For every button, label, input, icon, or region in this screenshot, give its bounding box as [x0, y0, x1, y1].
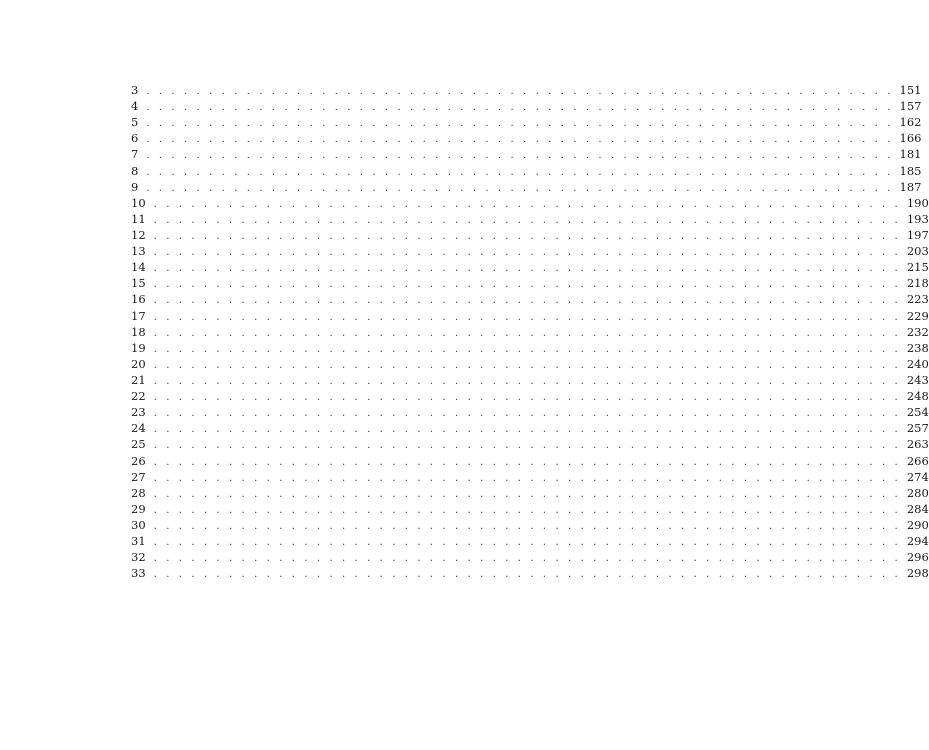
toc-entry-page: 181	[899, 147, 922, 162]
toc-entry	[131, 485, 929, 501]
toc-entry-page: 296	[906, 550, 929, 565]
toc-entry-page: 151	[899, 83, 922, 97]
toc-entry-page: 162	[899, 115, 922, 130]
toc-leader-dots: . . . . . . . . . . . . . . . . . . . . . . . . . . . . . . . . . . . . . . . . . . . . . . . . . . . . . . . . . . . .	[153, 230, 901, 242]
toc-entry-page: 294	[906, 534, 929, 549]
toc-entry-page: 280	[906, 485, 929, 500]
toc-entry-page: 190	[906, 195, 929, 210]
toc-entry-page: 254	[906, 405, 929, 420]
table-of-contents	[131, 82, 929, 581]
toc-leader-dots: . . . . . . . . . . . . . . . . . . . . . . . . . . . . . . . . . . . . . . . . . . . . . . . . . . . . . . . . . . . .	[153, 408, 901, 420]
toc-entry-page: 298	[906, 566, 929, 581]
toc-entry-number: 18	[131, 324, 146, 339]
toc-entry-page: 240	[906, 356, 929, 371]
toc-leader-dots: . . . . . . . . . . . . . . . . . . . . . . . . . . . . . . . . . . . . . . . . . . . . . . . . . . . . . . . . . . . .	[153, 343, 901, 355]
toc-entry-number: 24	[131, 421, 146, 436]
toc-leader-dots: . . . . . . . . . . . . . . . . . . . . . . . . . . . . . . . . . . . . . . . . . . . . . . . . . . . . . . . . . . . .	[153, 214, 901, 226]
toc-entry-number: 3	[131, 83, 139, 97]
toc-entry-page: 187	[899, 179, 922, 194]
toc-leader-dots: . . . . . . . . . . . . . . . . . . . . . . . . . . . . . . . . . . . . . . . . . . . . . . . . . . . . . . . . . . . .	[153, 472, 901, 484]
toc-entry	[131, 243, 929, 259]
toc-entry-page: 248	[906, 389, 929, 404]
toc-entry-page: 257	[906, 421, 929, 436]
toc-entry-number: 15	[131, 276, 146, 291]
toc-entry-number: 10	[131, 195, 146, 210]
toc-entry-number: 21	[131, 372, 146, 387]
toc-leader-dots: . . . . . . . . . . . . . . . . . . . . . . . . . . . . . . . . . . . . . . . . . . . . . . . . . . . . . . . . . . . .	[153, 198, 901, 210]
toc-entry-number: 20	[131, 356, 146, 371]
toc-entry-number: 7	[131, 147, 139, 162]
toc-entry-page: 166	[899, 131, 922, 146]
toc-entry-number: 32	[131, 550, 146, 565]
toc-entry	[131, 195, 929, 211]
toc-entry-number: 17	[131, 308, 146, 323]
toc-leader-dots: . . . . . . . . . . . . . . . . . . . . . . . . . . . . . . . . . . . . . . . . . . . . . . . . . . . . . . . . . . . .	[153, 247, 901, 259]
toc-entry-page: 203	[906, 244, 929, 259]
toc-entry	[131, 533, 929, 549]
toc-entry	[131, 259, 929, 275]
toc-entry-number: 27	[131, 469, 146, 484]
toc-entry-number: 31	[131, 534, 146, 549]
toc-entry-number: 30	[131, 517, 146, 532]
toc-entry-number: 16	[131, 292, 146, 307]
toc-leader-dots: . . . . . . . . . . . . . . . . . . . . . . . . . . . . . . . . . . . . . . . . . . . . . . . . . . . . . . . . . . . .	[153, 488, 901, 500]
toc-entry	[131, 453, 929, 469]
toc-entry-number: 19	[131, 340, 146, 355]
toc-entry-number: 5	[131, 115, 139, 130]
toc-leader-dots: . . . . . . . . . . . . . . . . . . . . . . . . . . . . . . . . . . . . . . . . . . . . . . . . . . . . . . . . . . . .	[146, 118, 894, 130]
toc-entry-number: 26	[131, 453, 146, 468]
toc-entry	[131, 275, 929, 291]
toc-entry-page: 218	[906, 276, 929, 291]
toc-entry-number: 13	[131, 244, 146, 259]
toc-entry-page: 284	[906, 501, 929, 516]
toc-entry-page: 193	[906, 211, 929, 226]
toc-entry	[131, 114, 922, 130]
toc-entry	[131, 436, 929, 452]
toc-entry-number: 22	[131, 389, 146, 404]
toc-entry	[131, 549, 929, 565]
toc-entry-number: 4	[131, 99, 139, 114]
toc-leader-dots: . . . . . . . . . . . . . . . . . . . . . . . . . . . . . . . . . . . . . . . . . . . . . . . . . . . . . . . . . . . .	[153, 569, 901, 581]
toc-leader-dots: . . . . . . . . . . . . . . . . . . . . . . . . . . . . . . . . . . . . . . . . . . . . . . . . . . . . . . . . . . . .	[146, 102, 894, 114]
toc-leader-dots: . . . . . . . . . . . . . . . . . . . . . . . . . . . . . . . . . . . . . . . . . . . . . . . . . . . . . . . . . . . .	[153, 504, 901, 516]
toc-entry	[131, 517, 929, 533]
toc-entry-number: 11	[131, 211, 146, 226]
toc-leader-dots: . . . . . . . . . . . . . . . . . . . . . . . . . . . . . . . . . . . . . . . . . . . . . . . . . . . . . . . . . . . .	[146, 182, 894, 194]
toc-entry-page: 243	[906, 372, 929, 387]
toc-entry-number: 9	[131, 179, 139, 194]
toc-entry	[131, 356, 929, 372]
toc-entry	[131, 163, 922, 179]
toc-entry-number: 23	[131, 405, 146, 420]
toc-entry-page: 290	[906, 517, 929, 532]
toc-leader-dots: . . . . . . . . . . . . . . . . . . . . . . . . . . . . . . . . . . . . . . . . . . . . . . . . . . . . . . . . . . . .	[153, 392, 901, 404]
toc-leader-dots: . . . . . . . . . . . . . . . . . . . . . . . . . . . . . . . . . . . . . . . . . . . . . . . . . . . . . . . . . . . .	[153, 295, 901, 307]
toc-entry	[131, 404, 929, 420]
toc-leader-dots: . . . . . . . . . . . . . . . . . . . . . . . . . . . . . . . . . . . . . . . . . . . . . . . . . . . . . . . . . . . .	[153, 520, 901, 532]
toc-entry-page: 185	[899, 163, 922, 178]
toc-leader-dots: . . . . . . . . . . . . . . . . . . . . . . . . . . . . . . . . . . . . . . . . . . . . . . . . . . . . . . . . . . . .	[146, 86, 894, 97]
toc-leader-dots: . . . . . . . . . . . . . . . . . . . . . . . . . . . . . . . . . . . . . . . . . . . . . . . . . . . . . . . . . . . .	[153, 359, 901, 371]
toc-entry-page: 215	[906, 260, 929, 275]
toc-leader-dots: . . . . . . . . . . . . . . . . . . . . . . . . . . . . . . . . . . . . . . . . . . . . . . . . . . . . . . . . . . . .	[153, 279, 901, 291]
toc-entry-page: 197	[906, 227, 929, 242]
toc-entry	[131, 308, 929, 324]
toc-leader-dots: . . . . . . . . . . . . . . . . . . . . . . . . . . . . . . . . . . . . . . . . . . . . . . . . . . . . . . . . . . . .	[146, 150, 894, 162]
toc-leader-dots: . . . . . . . . . . . . . . . . . . . . . . . . . . . . . . . . . . . . . . . . . . . . . . . . . . . . . . . . . . . .	[153, 263, 901, 275]
toc-entry-page: 266	[906, 453, 929, 468]
toc-entry-number: 14	[131, 260, 146, 275]
toc-entry	[131, 291, 929, 307]
toc-entry	[131, 565, 929, 581]
toc-entry-page: 232	[906, 324, 929, 339]
toc-entry-page: 238	[906, 340, 929, 355]
toc-leader-dots: . . . . . . . . . . . . . . . . . . . . . . . . . . . . . . . . . . . . . . . . . . . . . . . . . . . . . . . . . . . .	[153, 456, 901, 468]
toc-leader-dots: . . . . . . . . . . . . . . . . . . . . . . . . . . . . . . . . . . . . . . . . . . . . . . . . . . . . . . . . . . . .	[153, 440, 901, 452]
toc-leader-dots: . . . . . . . . . . . . . . . . . . . . . . . . . . . . . . . . . . . . . . . . . . . . . . . . . . . . . . . . . . . .	[153, 311, 901, 323]
toc-entry-page: 223	[906, 292, 929, 307]
toc-entry	[131, 340, 929, 356]
toc-entry	[131, 420, 929, 436]
toc-entry	[131, 130, 922, 146]
toc-entry	[131, 372, 929, 388]
toc-entry	[131, 211, 929, 227]
toc-entry-page: 263	[906, 437, 929, 452]
toc-entry-number: 8	[131, 163, 139, 178]
toc-entry-number: 12	[131, 227, 146, 242]
toc-entry-number: 29	[131, 501, 146, 516]
toc-leader-dots: . . . . . . . . . . . . . . . . . . . . . . . . . . . . . . . . . . . . . . . . . . . . . . . . . . . . . . . . . . . .	[153, 375, 901, 387]
toc-entry	[131, 324, 929, 340]
toc-entry-number: 28	[131, 485, 146, 500]
toc-entry-number: 6	[131, 131, 139, 146]
toc-entry-number: 33	[131, 566, 146, 581]
toc-leader-dots: . . . . . . . . . . . . . . . . . . . . . . . . . . . . . . . . . . . . . . . . . . . . . . . . . . . . . . . . . . . .	[153, 424, 901, 436]
toc-entry-number: 25	[131, 437, 146, 452]
toc-entry	[131, 227, 929, 243]
toc-entry	[131, 501, 929, 517]
toc-entry-page: 157	[899, 99, 922, 114]
toc-entry	[131, 98, 922, 114]
toc-entry-page: 274	[906, 469, 929, 484]
toc-entry-page: 229	[906, 308, 929, 323]
toc-entry	[131, 179, 922, 195]
toc-leader-dots: . . . . . . . . . . . . . . . . . . . . . . . . . . . . . . . . . . . . . . . . . . . . . . . . . . . . . . . . . . . .	[153, 553, 901, 565]
toc-entry	[131, 469, 929, 485]
toc-leader-dots: . . . . . . . . . . . . . . . . . . . . . . . . . . . . . . . . . . . . . . . . . . . . . . . . . . . . . . . . . . . .	[146, 166, 894, 178]
toc-leader-dots: . . . . . . . . . . . . . . . . . . . . . . . . . . . . . . . . . . . . . . . . . . . . . . . . . . . . . . . . . . . .	[153, 327, 901, 339]
toc-entry	[131, 82, 922, 98]
toc-entry	[131, 388, 929, 404]
toc-leader-dots: . . . . . . . . . . . . . . . . . . . . . . . . . . . . . . . . . . . . . . . . . . . . . . . . . . . . . . . . . . . .	[153, 537, 901, 549]
toc-leader-dots: . . . . . . . . . . . . . . . . . . . . . . . . . . . . . . . . . . . . . . . . . . . . . . . . . . . . . . . . . . . .	[146, 134, 894, 146]
toc-entry	[131, 146, 922, 162]
